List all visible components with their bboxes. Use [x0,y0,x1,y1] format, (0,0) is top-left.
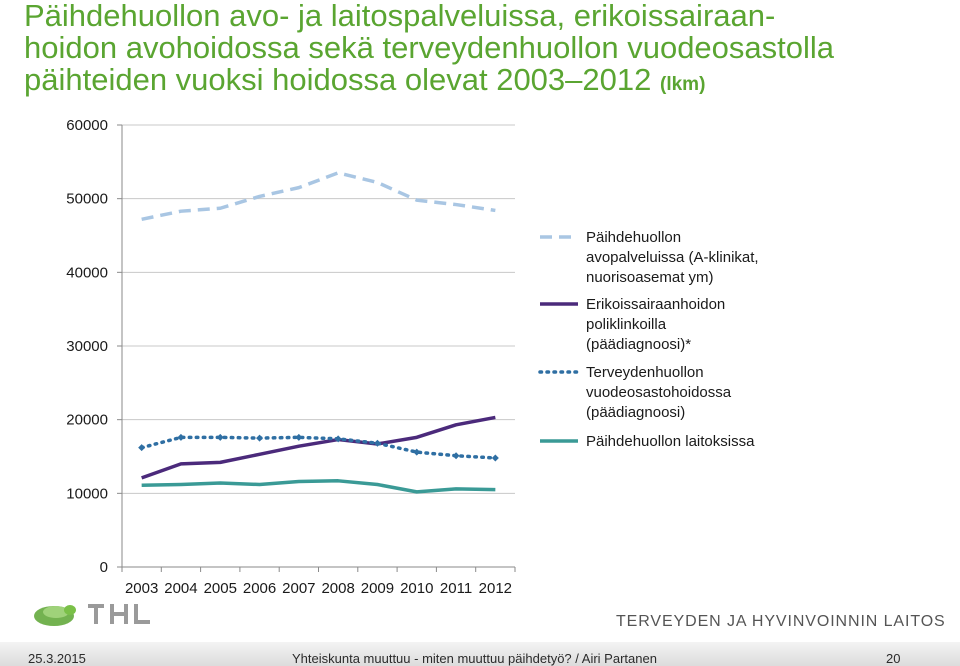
title-line-1: Päihdehuollon avo- ja laitospalveluissa, erikoissairaan- [24,0,776,33]
series-line-1 [142,173,496,219]
y-tick-label: 40000 [66,264,108,282]
y-tick-label: 60000 [66,117,108,134]
legend-label-1: Päihdehuollon avopalveluissa (A-klinikat, nuorisoasemat ym) [586,229,759,286]
series-point-3 [138,444,145,451]
series-line-4 [142,481,496,492]
organization-name: TERVEYDEN JA HYVINVOINNIN LAITOS [616,613,946,630]
x-tick-label: 2010 [400,580,434,597]
tick-labels [66,117,512,597]
series-point-3 [217,434,224,441]
y-tick-label: 30000 [66,338,108,355]
footer-caption: Yhteiskunta muuttuu - miten muuttuu päihdetyö? / Airi Partanen [292,651,657,666]
y-tick-label: 0 [99,559,108,576]
x-tick-label: 2008 [321,580,355,597]
title-line-2: hoidon avohoidossa sekä terveydenhuollon vuodeosastolla [24,30,835,65]
x-tick-label: 2012 [478,580,513,597]
legend-label-4: Päihdehuollon laitoksissa [586,433,755,450]
y-tick-label: 50000 [66,190,108,208]
legend-label-3: Terveydenhuollon vuodeosastohoidossa (päädiagnoosi) [586,364,732,421]
y-tick-label: 10000 [66,485,108,503]
footer-date: 25.3.2015 [28,651,86,666]
series-point-3 [256,435,263,442]
x-tick-label: 2009 [360,580,395,597]
footer-bar [0,642,960,666]
series-lines [138,173,499,492]
x-tick-label: 2004 [164,580,198,597]
series-point-3 [413,449,420,456]
series-point-3 [177,434,184,441]
series-line-3 [142,437,496,458]
legend-label-2: Erikoissairaanhoidon poliklinkoilla (päädiagnoosi)* [586,296,726,353]
title-unit: (lkm) [660,74,706,95]
series-point-3 [374,440,381,447]
x-tick-label: 2003 [124,580,159,597]
x-tick-label: 2005 [203,580,237,597]
y-tick-label: 20000 [66,411,108,429]
thl-logo-icon [30,600,160,630]
legend [540,229,759,450]
thl-logo [30,600,160,635]
page-number: 20 [886,651,901,666]
title-line-3-text: päihteiden vuoksi hoidossa olevat 2003–2012 [24,62,652,97]
x-tick-label: 2006 [242,580,277,597]
series-point-3 [453,452,460,459]
series-point-3 [295,434,302,441]
x-tick-label: 2007 [282,580,316,597]
x-tick-label: 2011 [439,580,473,597]
series-point-3 [492,454,499,461]
series-line-2 [142,417,496,477]
axes [117,125,515,572]
